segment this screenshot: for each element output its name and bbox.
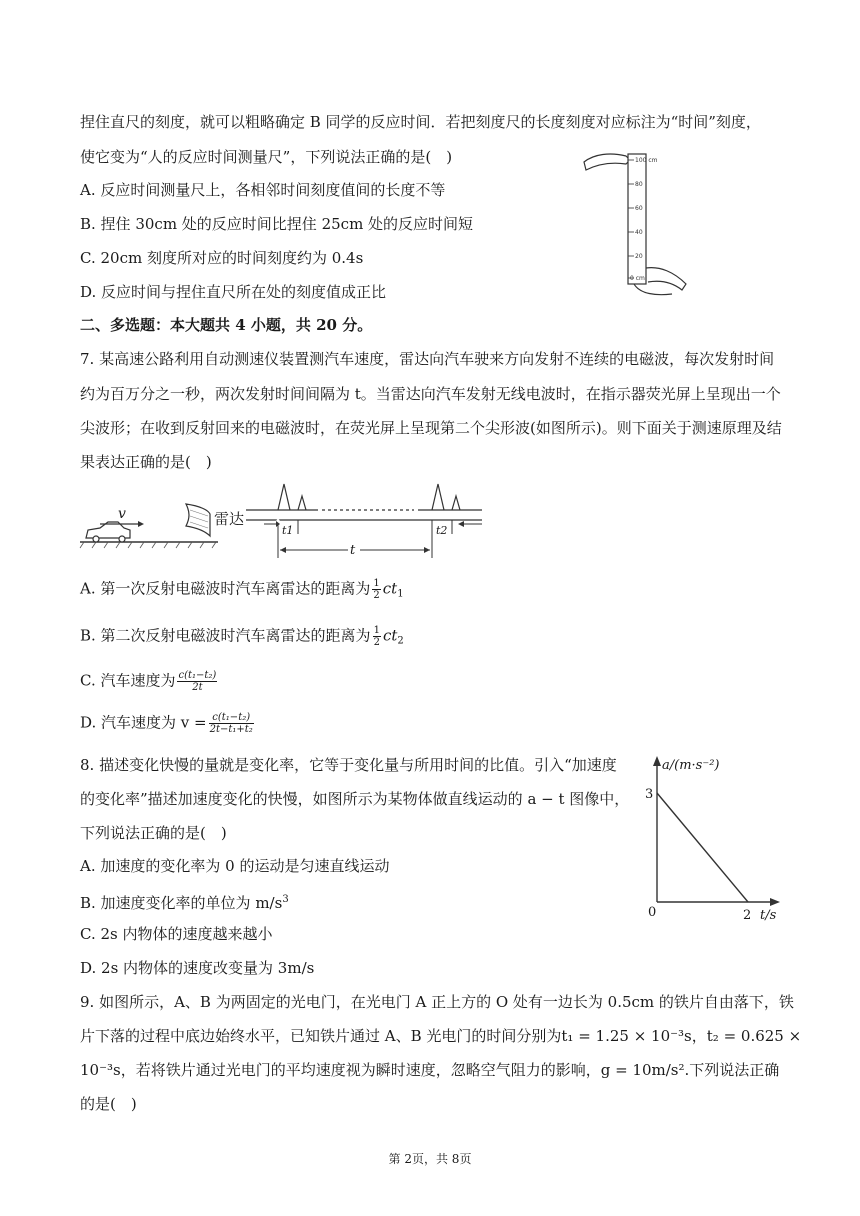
- ruler-label-100: 100 cm: [635, 157, 658, 164]
- q8-option-b: B. 加速度变化率的单位为 $m/s^3$: [80, 894, 289, 912]
- q7-option-b: B. 第二次反射电磁波时汽车离雷达的距离为 $\frac{1}{2}$ $ct_2$: [80, 625, 404, 648]
- echo-pulse-1: [298, 496, 306, 510]
- upper-hand-icon: [584, 154, 630, 170]
- q6-option-a: A. 反应时间测量尺上，各相邻时间刻度值间的长度不等: [80, 181, 446, 199]
- q7-option-c-text: C. 汽车速度为: [80, 671, 176, 690]
- q6-option-d: D. 反应时间与捏住直尺所在处的刻度值成正比: [80, 283, 387, 301]
- q7-option-c: [80, 670, 219, 693]
- t1-label: t1: [282, 524, 294, 537]
- q8-option-a: A. 加速度的变化率为 0 的运动是匀速直线运动: [80, 857, 390, 875]
- page-footer: 第 2页，共 8页: [388, 1152, 472, 1166]
- radar-dish-icon: [186, 504, 210, 536]
- ruler-label-40: 40: [635, 229, 643, 236]
- q8-text-line3: 下列说法正确的是( ): [80, 824, 227, 842]
- a-t-series-line: [657, 793, 748, 902]
- echo-pulse-2: [452, 496, 460, 510]
- q8-text-line2: 的变化率”描述加速度变化的快慢，如图所示为某物体做直线运动的 a − t 图像中，: [80, 790, 630, 808]
- fraction-speed: $\frac{\text{c(t₁−t₂)}}{\text{2t−t₁+t₂}}$: [209, 712, 253, 735]
- q7-option-d-text: D. 汽车速度为 v =: [80, 713, 207, 732]
- ruler-label-80: 80: [635, 181, 643, 188]
- origin-label: 0: [648, 905, 657, 920]
- q8-text-line1: 8. 描述变化快慢的量就是变化率，它等于变化量与所用时间的比值。引入“加速度: [80, 756, 617, 774]
- q7-option-a-text: A. 第一次反射电磁波时汽车离雷达的距离为: [80, 579, 371, 598]
- ruler-label-0: 0 cm: [630, 275, 645, 282]
- q8-option-d: D. 2s 内物体的速度改变量为 3m/s: [80, 959, 315, 977]
- q6-option-b: B. 捏住 30cm 处的反应时间比捏住 25cm 处的反应时间短: [80, 215, 474, 233]
- emit-pulse-1: [278, 484, 290, 510]
- y-tick-3: 3: [645, 787, 654, 802]
- q6-option-c: C. 20cm 刻度所对应的时间刻度约为 0.4s: [80, 249, 364, 267]
- ruler-label-20: 20: [635, 253, 643, 260]
- q9-text-line2: 片下落的过程中底边始终水平，已知铁片通过 A、B 光电门的时间分别为t₁ = 1.25 × 10⁻³s，t₂ = 0.625 ×: [80, 1027, 802, 1045]
- section-heading-multiple-choice: 二、多选题：本大题共 4 小题，共 20 分。: [80, 316, 373, 334]
- velocity-label: v: [118, 506, 126, 522]
- q6-text-line1: 捏住直尺的刻度，就可以粗略确定 B 同学的反应时间．若把刻度尺的长度刻度对应标注为“时间”刻度，: [80, 113, 761, 131]
- fraction-half: $\frac{1}{2}$: [373, 625, 380, 648]
- ruler-label-60: 60: [635, 205, 643, 212]
- fraction-speed: $\frac{\text{c(t₁−t₂)}}{2t}$: [178, 670, 217, 693]
- a-t-graph: [640, 752, 790, 924]
- t2-label: t2: [436, 524, 448, 537]
- q7-option-b-text: B. 第二次反射电磁波时汽车离雷达的距离为: [80, 626, 371, 645]
- ruler: [628, 154, 646, 284]
- q7-option-a: A. 第一次反射电磁波时汽车离雷达的距离为 $\frac{1}{2}$ $ct_1$: [80, 578, 404, 601]
- radar-figure: [78, 478, 498, 560]
- q7-text-line2: 约为百万分之一秒，两次发射时间间隔为 t。当雷达向汽车发射无线电波时，在指示器荧光屏上呈现出一个: [80, 385, 781, 403]
- q9-text-line4: 的是( ): [80, 1095, 137, 1113]
- q8-option-c: C. 2s 内物体的速度越来越小: [80, 925, 273, 943]
- q6-text-line2: 使它变为“人的反应时间测量尺”，下列说法正确的是( ): [80, 148, 453, 166]
- radar-label: 雷达: [214, 510, 245, 528]
- q7-text-line3: 尖波形；在收到反射回来的电磁波时，在荧光屏上呈现第二个尖形波(如图所示)。则下面关于测速原理及结: [80, 419, 782, 437]
- x-axis-label: t/s: [760, 908, 777, 923]
- q9-text-line1: 9. 如图所示，A、B 为两固定的光电门，在光电门 A 正上方的 O 处有一边长为 0.5cm 的铁片自由落下，铁: [80, 993, 794, 1011]
- q9-text-line3: 10⁻³s，若将铁片通过光电门的平均速度视为瞬时速度，忽略空气阻力的影响，g = 10m/s².下列说法正确: [80, 1061, 780, 1079]
- ruler-figure: [582, 148, 692, 308]
- x-tick-2: 2: [743, 908, 752, 923]
- q7-text-line1: 7. 某高速公路利用自动测速仪装置测汽车速度，雷达向汽车驶来方向发射不连续的电磁波，每次发射时间: [80, 350, 775, 368]
- fraction-half: $\frac{1}{2}$: [373, 578, 380, 601]
- y-axis-label: a/(m·s⁻²): [662, 758, 720, 773]
- q7-text-line4: 果表达正确的是( ): [80, 453, 212, 471]
- emit-pulse-2: [432, 484, 444, 510]
- t-label: t: [350, 543, 356, 558]
- q7-option-d: [80, 712, 256, 735]
